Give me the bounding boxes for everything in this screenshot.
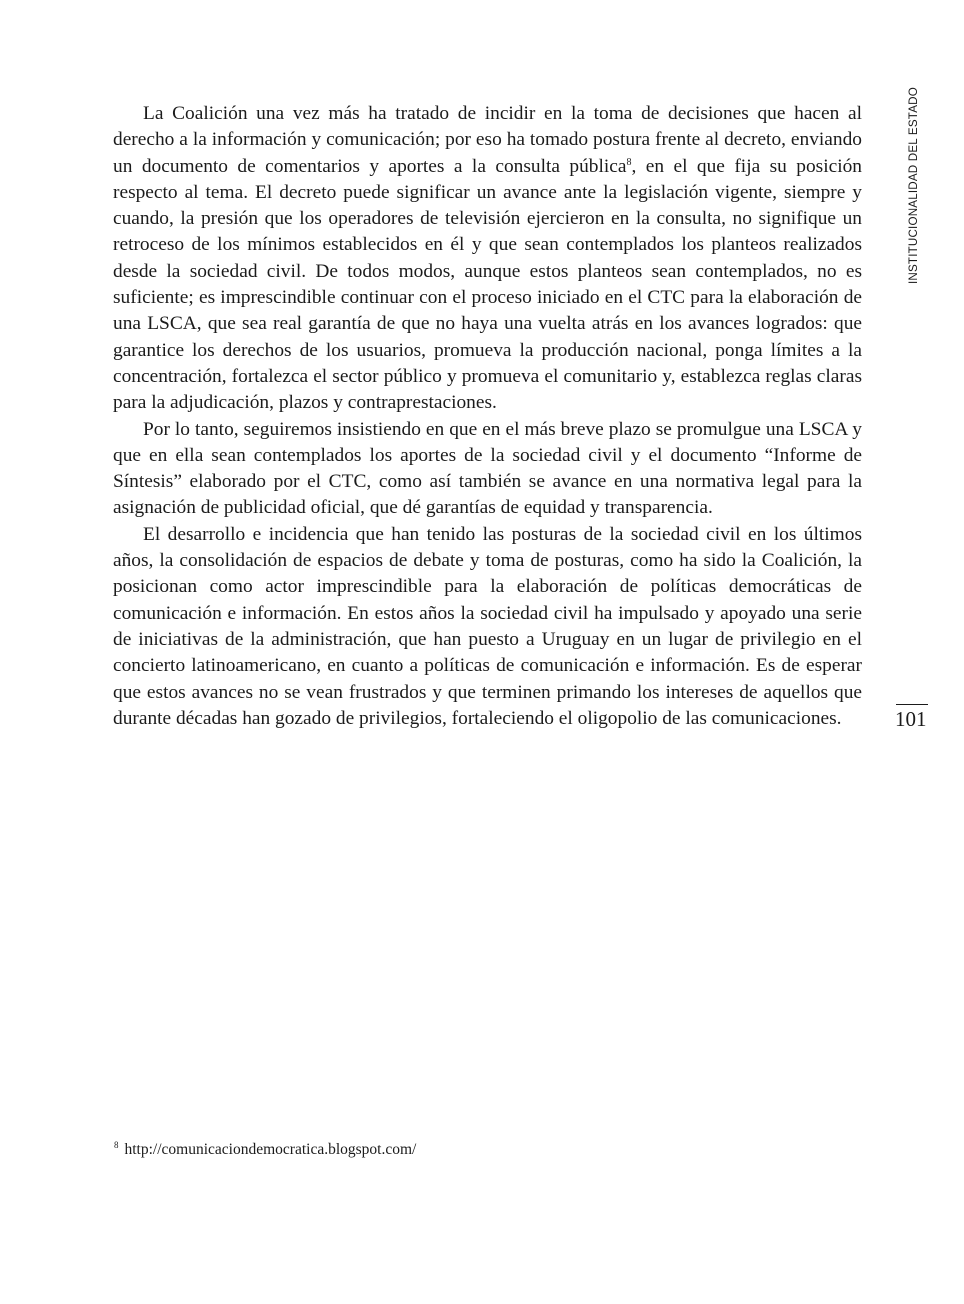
paragraph-1 [113,101,862,417]
paragraph-1-text-a: La Coalición una vez más ha tratado de incidir en la toma de decisiones que hacen al derecho a la información y comunicación; por eso ha tomado postura frente al decreto, enviando un documento de comentarios y aportes a la consulta pública [113,103,862,177]
page-number: 101 [895,707,927,731]
body-text [113,101,862,732]
paragraph-3: El desarrollo e incidencia que han tenido las posturas de la sociedad civil en los últimos años, la consolidación de espacios de debate y toma de posturas, como ha sido la Coalición, la posicionan como actor imprescindible para la elaboración de políticas democráticas de comunicación e información. En estos años la sociedad civil ha impulsado y apoyado una serie de iniciativas de la administración, que han puesto a Uruguay en un lugar de privilegio en el concierto latinoamericano, en cuanto a políticas de comunicación e información. Es de esperar que estos avances no se vean frustrados y que terminen primando los intereses de aquellos que durante décadas han gozado de privilegios, fortaleciendo el oligopolio de las comunicaciones. [113,523,862,729]
paragraph-1-text-b: , en el que fija su posición respecto al tema. El decreto puede significar un avance ante la legislación vigente, siempre y cuando, la presión que los operadores de televisión ejercieron en la consulta, no signifique un retroceso de los mínimos establecidos en él y que sean contemplados los planteos realizados desde la sociedad civil. De todos modos, aunque estos planteos sean contemplados, no es suficiente; es imprescindible continuar con el proceso iniciado en el CTC para la elaboración de una LSCA, que sea real garantía de que no haya una vuelta atrás en los avances logrados: que garantice los derechos de los usuarios, promueva la producción nacional, ponga límites a la concentración, fortalezca el sector público y promueva el comunitario y, establezca reglas claras para la adjudicación, plazos y contraprestaciones. [113,155,862,414]
footnote-link[interactable]: http://comunicaciondemocratica.blogspot.com/ [124,1141,417,1158]
paragraph-2: Por lo tanto, seguiremos insistiendo en que en el más breve plazo se promulgue una LSCA y que en ella sean contemplados los aportes de la sociedad civil y el documento “Informe de Síntesis” elaborado por el CTC, como así también se avance en una normativa legal para la asignación de publicidad oficial, que dé garantías de equidad y transparencia. [113,418,862,519]
footnote [114,1140,416,1160]
running-header-text: INSTITUCIONALIDAD DEL ESTADO [907,87,920,284]
footnote-reference[interactable]: 8 [626,156,632,168]
page-number-rule [896,704,928,705]
footnote-number: 8 [114,1140,119,1150]
running-header [897,87,920,297]
